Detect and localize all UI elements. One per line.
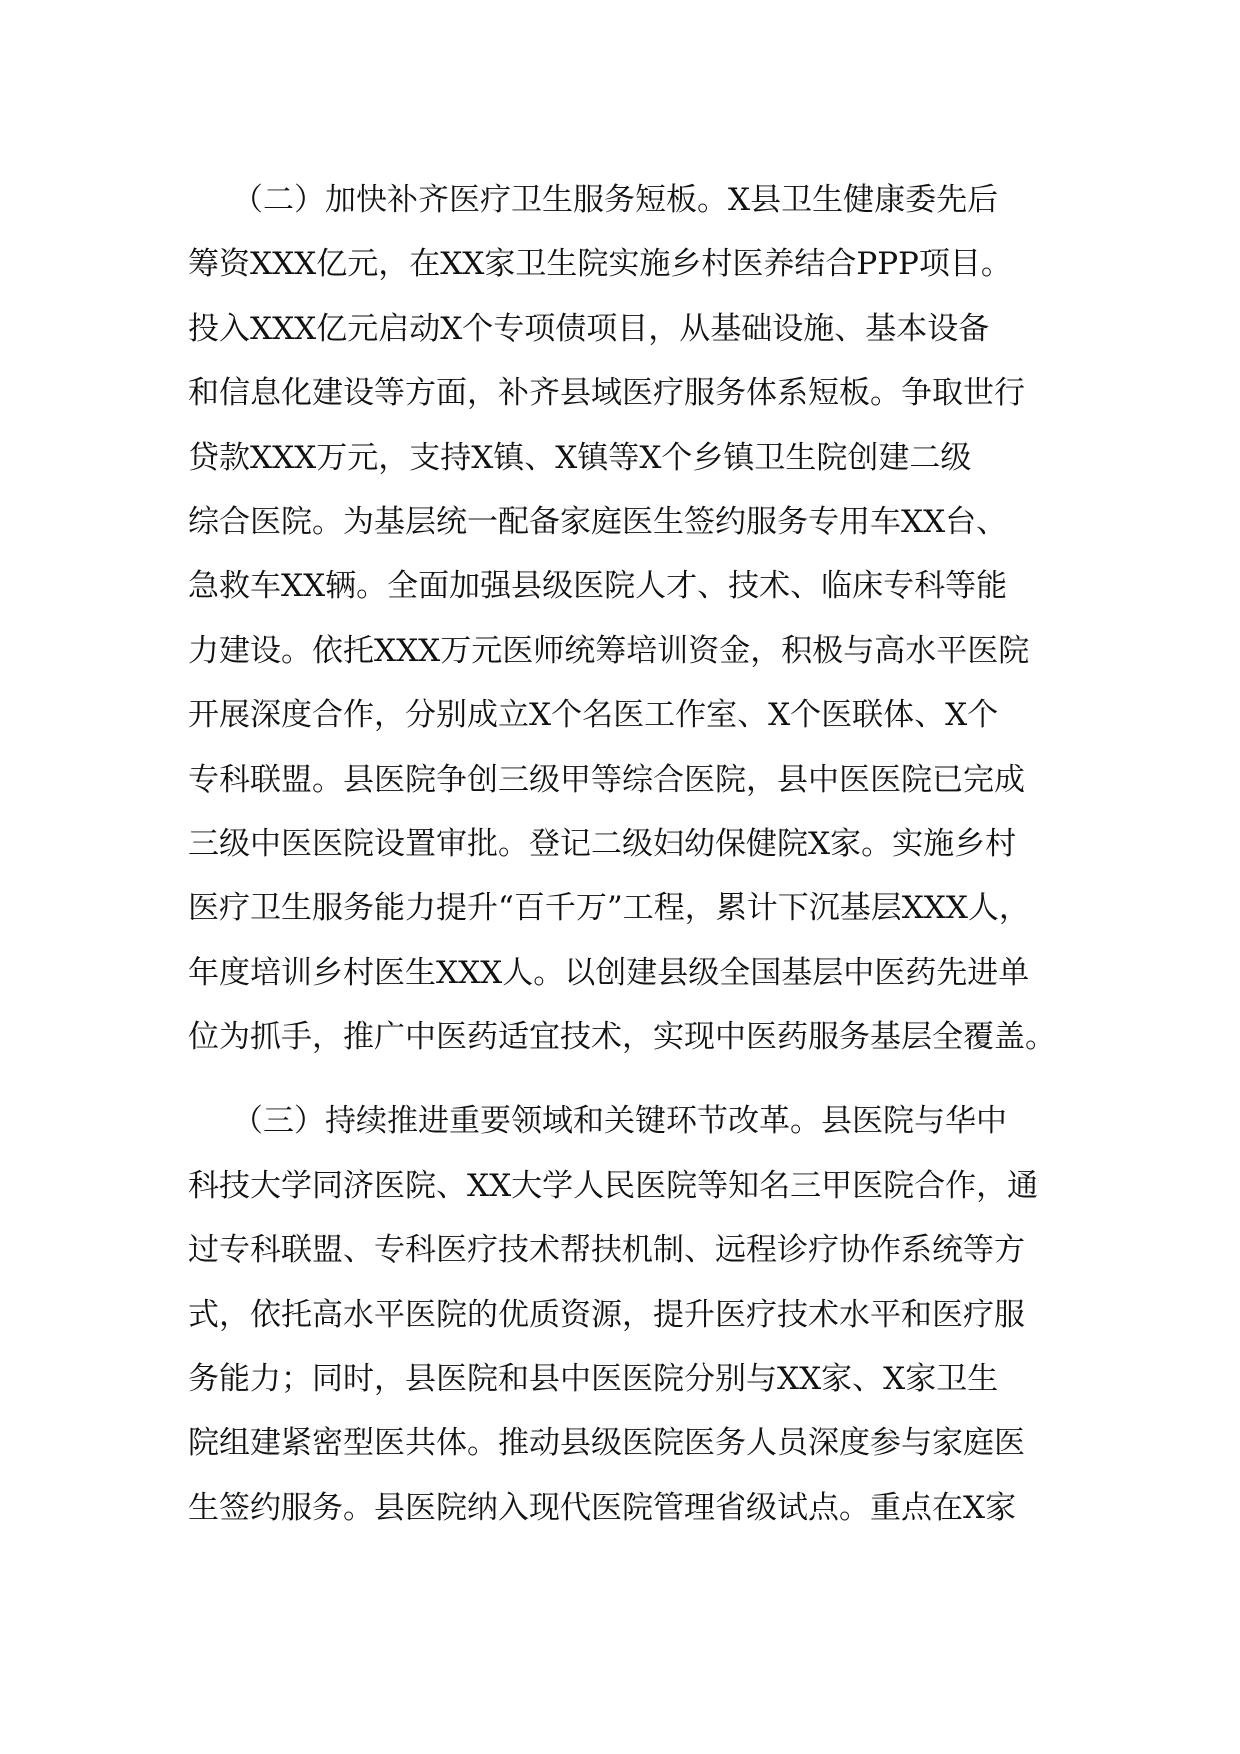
paragraph-2-line-13: 年度培训乡村医生XXX人。以创建县级全国基层中医药先进单 bbox=[188, 954, 1030, 991]
paragraph-3-line-5: 务能力；同时，县医院和县中医医院分别与XX家、X家卫生 bbox=[188, 1361, 999, 1398]
paragraph-2-line-3: 投入XXX亿元启动X个专项债项目，从基础设施、基本设备 bbox=[188, 310, 990, 347]
paragraph-2-line-6: 综合医院。为基层统一配备家庭医生签约服务专用车XX台、 bbox=[188, 503, 1008, 540]
paragraph-2-line-10: 专科联盟。县医院争创三级甲等综合医院，县中医医院已完成 bbox=[188, 761, 1025, 798]
paragraph-2-line-12: 医疗卫生服务能力提升“百千万”工程，累计下沉基层XXX人， bbox=[188, 890, 1030, 927]
paragraph-3-line-4: 式，依托高水平医院的优质资源，提升医疗技术水平和医疗服 bbox=[188, 1296, 1025, 1333]
paragraph-3-line-2: 科技大学同济医院、XX大学人民医院等知名三甲医院合作，通 bbox=[188, 1167, 1039, 1204]
paragraph-2 bbox=[188, 168, 1088, 1069]
paragraph-2-line-14: 位为抓手，推广中医药适宜技术，实现中医药服务基层全覆盖。 bbox=[188, 1019, 1056, 1056]
paragraph-2-line-9: 开展深度合作，分别成立X个名医工作室、X个医联体、X个 bbox=[188, 697, 999, 734]
paragraph-2-line-5: 贷款XXX万元，支持X镇、X镇等X个乡镇卫生院创建二级 bbox=[188, 439, 972, 476]
paragraph-3-line-6: 院组建紧密型医共体。推动县级医院医务人员深度参与家庭医 bbox=[188, 1425, 1025, 1462]
paragraph-2-line-1: （二）加快补齐医疗卫生服务短板。X县卫生健康委先后 bbox=[232, 182, 999, 218]
document-body bbox=[188, 168, 1088, 1540]
paragraph-3-line-1: （三）持续推进重要领域和关键环节改革。县医院与华中 bbox=[232, 1103, 1007, 1140]
paragraph-3 bbox=[188, 1089, 1088, 1540]
paragraph-2-line-7: 急救车XX辆。全面加强县级医院人才、技术、临床专科等能 bbox=[188, 568, 1008, 605]
paragraph-2-line-11: 三级中医医院设置审批。登记二级妇幼保健院X家。实施乡村 bbox=[188, 825, 1017, 862]
paragraph-2-line-2: 筹资XXX亿元，在XX家卫生院实施乡村医养结合PPP项目。 bbox=[188, 246, 1012, 283]
paragraph-3-line-3: 过专科联盟、专科医疗技术帮扶机制、远程诊疗协作系统等方 bbox=[188, 1232, 1025, 1269]
paragraph-3-line-7: 生签约服务。县医院纳入现代医院管理省级试点。重点在X家 bbox=[188, 1489, 1017, 1526]
paragraph-2-line-4: 和信息化建设等方面，补齐县域医疗服务体系短板。争取世行 bbox=[188, 375, 1025, 412]
paragraph-2-line-8: 力建设。依托XXX万元医师统筹培训资金，积极与高水平医院 bbox=[188, 632, 1030, 669]
